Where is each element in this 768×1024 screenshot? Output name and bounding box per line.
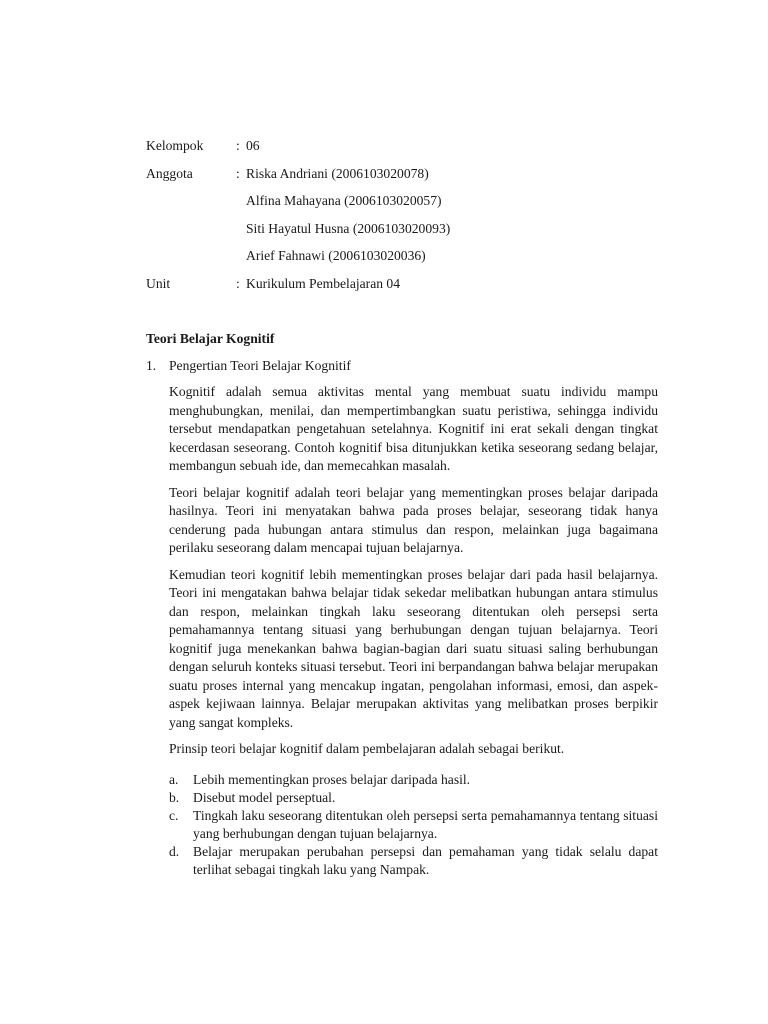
unit-row <box>146 275 450 293</box>
list-text: Tingkah laku seseorang ditentukan oleh persepsi serta pemahamannya tentang situasi yang berhubungan dengan tujuan belajarnya. <box>193 807 658 841</box>
kelompok-label: Kelompok <box>146 138 204 153</box>
principles-list <box>169 771 658 879</box>
member-name: Alfina Mahayana (2006103020057) <box>246 193 442 208</box>
list-intro: Prinsip teori belajar kognitif dalam pembelajaran adalah sebagai berikut. <box>169 741 565 756</box>
identity-block <box>146 137 450 302</box>
kelompok-value: 06 <box>246 138 260 153</box>
list-item <box>169 771 658 789</box>
list-marker: c. <box>169 807 179 823</box>
paragraph: Kemudian teori kognitif lebih mementingkan proses belajar dari pada hasil belajarnya. Teori ini mengatakan bahwa belajar tidak sekedar melibatkan hubungan antara stimulus dan respon, melainkan tingkah laku seseorang ditentukan oleh persepsi serta pemahamannya tentang situasi yang berhubungan dengan tujuan belajarnya. Teori kognitif juga menekankan bahwa bagian-bagian dari suatu situasi saling berhubungan dengan seluruh konteks situasi tersebut. Teori ini berpandangan bahwa belajar merupakan suatu proses internal yang mencakup ingatan, pengolahan informasi, emosi, dan aspek-aspek kejiwaan lainnya. Belajar merupakan aktivitas yang melibatkan proses berpikir yang sangat kompleks. <box>169 566 658 730</box>
member-row <box>146 192 450 210</box>
colon: : <box>236 138 240 153</box>
list-item <box>169 843 658 879</box>
section-number: 1. <box>146 358 157 373</box>
paragraph: Kognitif adalah semua aktivitas mental yang membuat suatu individu mampu menghubungkan, menilai, dan mempertimbangkan suatu peristiwa, sehingga individu tersebut mendapatkan pengetahuan setelahnya. Kognitif ini erat sekali dengan tingkat kecerdasan seseorang. Contoh kognitif bisa ditunjukkan ketika seseorang sedang belajar, membangun sebuah ide, dan memecahkan masalah. <box>169 384 658 473</box>
anggota-label: Anggota <box>146 165 193 181</box>
document-title: Teori Belajar Kognitif <box>146 331 275 346</box>
member-name: Siti Hayatul Husna (2006103020093) <box>246 220 451 236</box>
member-row <box>146 220 450 238</box>
member-row <box>146 247 450 265</box>
kelompok-row <box>146 137 450 155</box>
list-item <box>169 789 658 807</box>
colon: : <box>236 275 240 291</box>
anggota-row <box>146 165 450 183</box>
member-name: Arief Fahnawi (2006103020036) <box>246 248 426 263</box>
list-text: Belajar merupakan perubahan persepsi dan pemahaman yang tidak selalu dapat terlihat sebagai tingkah laku yang Nampak. <box>193 843 658 877</box>
unit-value: Kurikulum Pembelajaran 04 <box>246 275 401 291</box>
list-marker: a. <box>169 771 179 787</box>
list-text: Disebut model perseptual. <box>193 789 336 805</box>
member-name: Riska Andriani (2006103020078) <box>246 165 429 181</box>
list-item <box>169 807 658 843</box>
section-title: Pengertian Teori Belajar Kognitif <box>169 358 351 373</box>
list-marker: b. <box>169 789 180 805</box>
list-text: Lebih mementingkan proses belajar daripada hasil. <box>193 771 471 787</box>
section-heading <box>146 357 351 375</box>
section-body <box>169 383 658 879</box>
unit-label: Unit <box>146 275 171 291</box>
colon: : <box>236 165 240 181</box>
paragraph: Teori belajar kognitif adalah teori belajar yang mementingkan proses belajar daripada hasilnya. Teori ini menyatakan bahwa pada proses belajar, seseorang tidak hanya cenderung pada hubungan antara stimulus dan respon, melainkan juga bagaimana perilaku seseorang dalam mencapai tujuan belajarnya. <box>169 484 658 555</box>
list-marker: d. <box>169 843 180 859</box>
